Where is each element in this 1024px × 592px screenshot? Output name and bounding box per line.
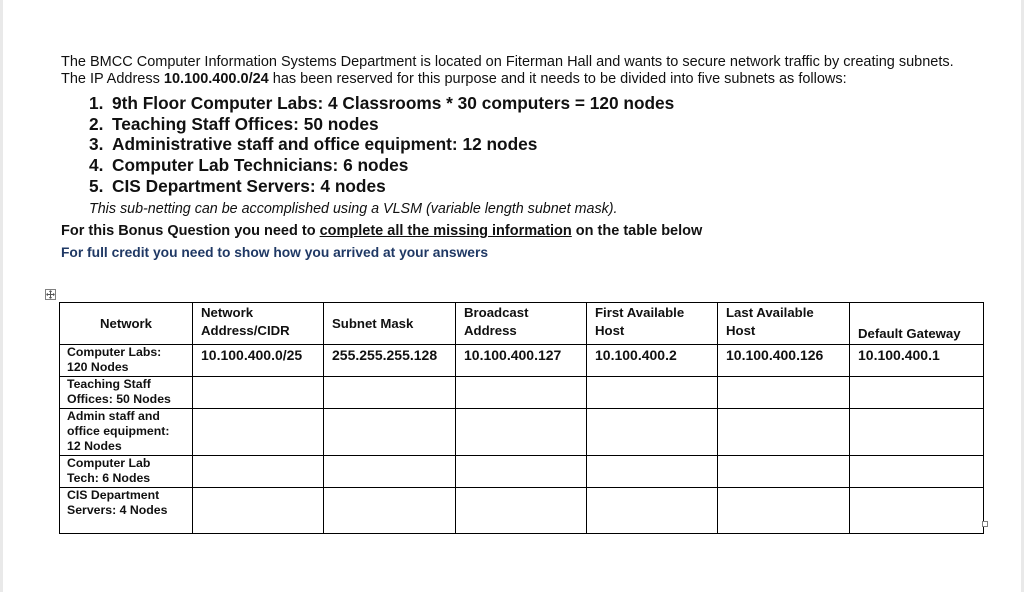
cell-first-host[interactable]: 10.100.400.2	[587, 345, 718, 377]
intro-text-before: The BMCC Computer Information Systems Department is located on Fiterman Hall and wants to secure network traffic by creating subnets. The IP Address	[61, 54, 954, 87]
requirement-number: 3.	[89, 134, 104, 155]
cell-last-host[interactable]	[718, 456, 850, 488]
table-row	[60, 488, 984, 534]
cell-broadcast[interactable]	[456, 488, 587, 534]
header-text-line: Broadcast	[464, 305, 529, 320]
cell-network-address[interactable]	[193, 456, 324, 488]
table-row	[60, 377, 984, 409]
table-row	[60, 345, 984, 377]
ip-block: 10.100.400.0/24	[163, 71, 269, 87]
intro-paragraph	[61, 54, 981, 88]
requirement-number: 1.	[89, 93, 104, 113]
header-text-line: Network	[201, 305, 254, 320]
requirements-list	[89, 93, 674, 197]
requirement-number: 4.	[89, 155, 104, 176]
header-text-line: Host	[726, 322, 756, 338]
header-text-line: First Available	[595, 305, 685, 320]
header-network: Network	[60, 303, 193, 345]
table-row	[60, 456, 984, 488]
cell-default-gateway[interactable]	[850, 488, 984, 534]
requirement-item	[89, 176, 674, 197]
vlsm-note: This sub-netting can be accomplished using a VLSM (variable length subnet mask).	[89, 201, 618, 217]
network-text-line: office equipment:	[67, 424, 170, 438]
cell-network-address[interactable]	[193, 377, 324, 409]
header-text-line: Address/CIDR	[201, 322, 290, 338]
cell-first-host[interactable]	[587, 488, 718, 534]
cell-network[interactable]	[60, 345, 193, 377]
cell-subnet-mask[interactable]: 255.255.255.128	[324, 345, 456, 377]
requirement-text: CIS Department Servers: 4 nodes	[112, 175, 386, 196]
requirement-item	[89, 134, 674, 155]
network-text-line: Offices: 50 Nodes	[67, 392, 171, 406]
cell-last-host[interactable]	[718, 409, 850, 456]
table-move-handle[interactable]	[45, 289, 56, 300]
cell-first-host[interactable]	[587, 377, 718, 409]
cell-default-gateway[interactable]	[850, 409, 984, 456]
table-header-row	[60, 303, 984, 345]
move-arrows-icon	[46, 290, 55, 299]
bonus-text-before: For this Bonus Question you need to	[61, 223, 320, 239]
network-text-line: Servers: 4 Nodes	[67, 503, 168, 517]
requirement-number: 5.	[89, 175, 104, 196]
cell-subnet-mask[interactable]	[324, 456, 456, 488]
table-resize-handle[interactable]	[982, 521, 988, 527]
requirement-text: Computer Lab Technicians: 6 nodes	[112, 155, 409, 176]
header-subnet-mask: Subnet Mask	[324, 303, 456, 345]
requirement-item	[89, 155, 674, 176]
requirement-text: Administrative staff and office equipment: 12 nodes	[112, 134, 538, 155]
cell-subnet-mask[interactable]	[324, 409, 456, 456]
header-text-line: Address	[464, 322, 517, 338]
credit-note: For full credit you need to show how you arrived at your answers	[61, 245, 489, 260]
network-text-line: CIS Department	[67, 488, 160, 502]
network-text-line: Admin staff and	[67, 409, 160, 423]
cell-broadcast[interactable]	[456, 409, 587, 456]
cell-subnet-mask[interactable]	[324, 488, 456, 534]
cell-subnet-mask[interactable]	[324, 377, 456, 409]
cell-last-host[interactable]	[718, 377, 850, 409]
bonus-text-after: on the table below	[571, 223, 703, 239]
cell-first-host[interactable]	[587, 409, 718, 456]
intro-text-after: has been reserved for this purpose and it needs to be divided into five subnets as follows:	[268, 71, 847, 87]
cell-network[interactable]	[60, 456, 193, 488]
cell-last-host[interactable]	[718, 488, 850, 534]
cell-default-gateway[interactable]: 10.100.400.1	[850, 345, 984, 377]
requirement-text: Teaching Staff Offices: 50 nodes	[112, 113, 379, 134]
cell-network-address[interactable]: 10.100.400.0/25	[193, 345, 324, 377]
cell-first-host[interactable]	[587, 456, 718, 488]
network-text-line: Computer Labs:	[67, 345, 162, 359]
header-first-host	[587, 303, 718, 345]
network-text-line: Tech: 6 Nodes	[67, 471, 151, 485]
cell-network-address[interactable]	[193, 409, 324, 456]
bonus-underlined-text: complete all the missing information	[319, 223, 572, 239]
header-broadcast	[456, 303, 587, 345]
network-text-line: 120 Nodes	[67, 360, 129, 374]
cell-default-gateway[interactable]	[850, 456, 984, 488]
cell-default-gateway[interactable]	[850, 377, 984, 409]
cell-network[interactable]	[60, 377, 193, 409]
page-edge-left	[0, 0, 3, 592]
network-text-line: Computer Lab	[67, 456, 151, 470]
cell-network[interactable]	[60, 409, 193, 456]
cell-last-host[interactable]: 10.100.400.126	[718, 345, 850, 377]
header-text-line: Host	[595, 322, 625, 338]
cell-network[interactable]	[60, 488, 193, 534]
header-network-address	[193, 303, 324, 345]
requirement-text: 9th Floor Computer Labs: 4 Classrooms * 30 computers = 120 nodes	[112, 93, 675, 113]
bonus-instruction	[61, 222, 702, 240]
cell-broadcast[interactable]	[456, 377, 587, 409]
network-text-line: Teaching Staff	[67, 377, 151, 391]
cell-broadcast[interactable]: 10.100.400.127	[456, 345, 587, 377]
requirement-item	[89, 114, 674, 135]
header-last-host	[718, 303, 850, 345]
header-text-line: Last Available	[726, 305, 814, 320]
cell-network-address[interactable]	[193, 488, 324, 534]
table-row	[60, 409, 984, 456]
header-default-gateway: Default Gateway	[850, 303, 984, 345]
network-text-line: 12 Nodes	[67, 439, 122, 453]
subnet-table	[59, 302, 984, 534]
requirement-item	[89, 93, 674, 114]
requirement-number: 2.	[89, 113, 104, 134]
cell-broadcast[interactable]	[456, 456, 587, 488]
